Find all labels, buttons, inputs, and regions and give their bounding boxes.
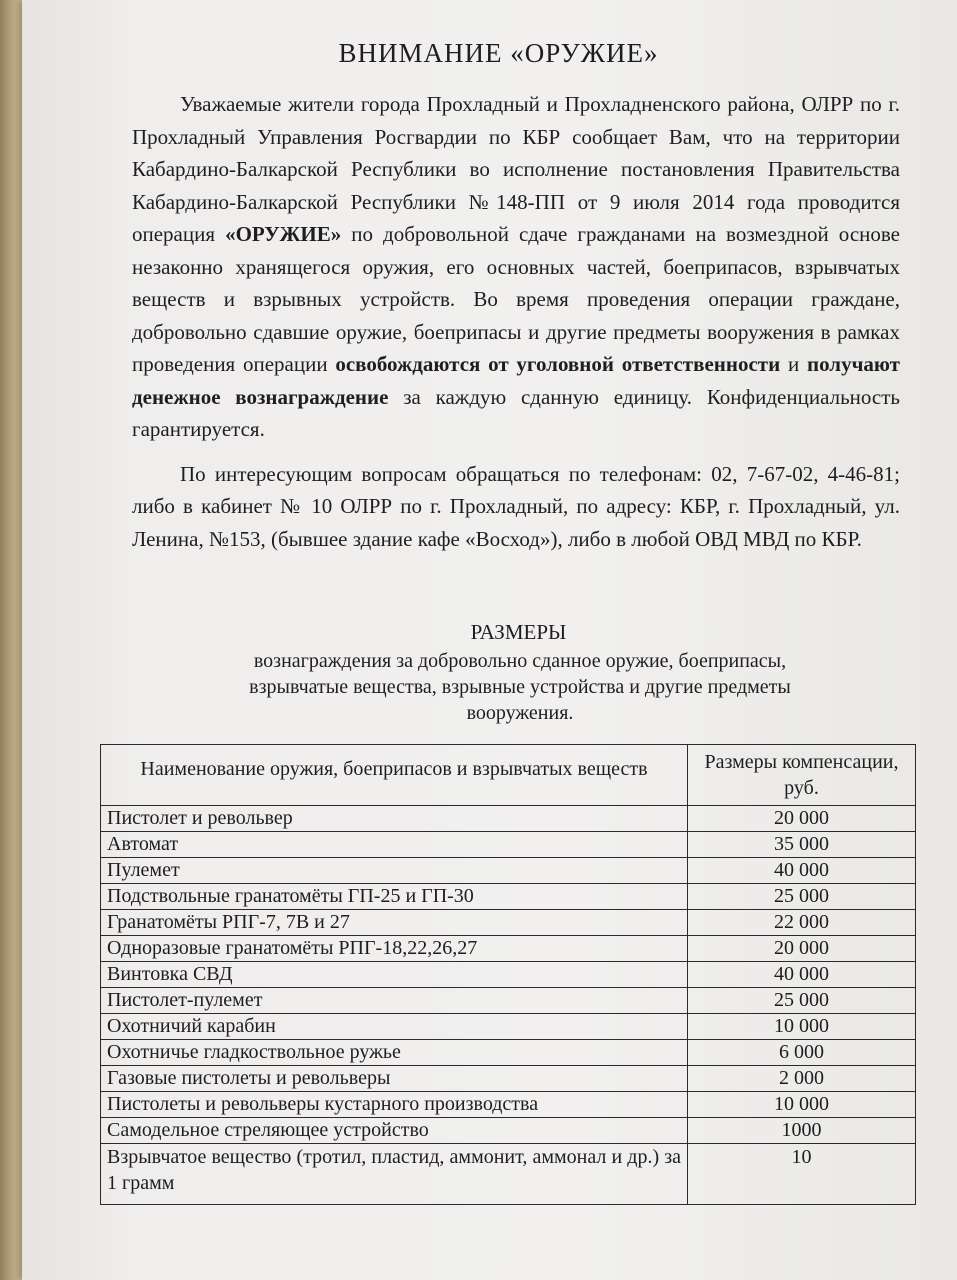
table-row [101,936,916,962]
table-row [101,832,916,858]
row-value: 10 [688,1144,916,1205]
table-row [101,1144,916,1205]
row-name: Охотничье гладкоствольное ружье [101,1040,688,1066]
row-name: Пистолет-пулемет [101,988,688,1014]
operation-name: «ОРУЖИЕ» [225,222,342,246]
table-row [101,910,916,936]
table-row [101,1040,916,1066]
row-value: 6 000 [688,1040,916,1066]
table-row [101,858,916,884]
row-value: 25 000 [688,988,916,1014]
row-value: 40 000 [688,962,916,988]
table-row [101,1066,916,1092]
row-name: Взрывчатое вещество (тротил, пластид, аммонит, аммонал и др.) за 1 грамм [101,1144,688,1205]
liability-exemption: освобождаются от уголовной ответственности [335,352,781,376]
table-row [101,1092,916,1118]
row-name: Подствольные гранатомёты ГП-25 и ГП-30 [101,884,688,910]
table-row [101,1118,916,1144]
row-value: 10 000 [688,1014,916,1040]
table-row [101,884,916,910]
row-name: Пистолет и револьвер [101,806,688,832]
paragraph-contacts: По интересующим вопросам обращаться по телефонам: 02, 7-67-02, 4-46-81; либо в кабинет № 10 ОЛРР по г. Прохладный, по адресу: КБР, г. Прохладный, ул. Ленина, №153, (бывшее здание кафе «Восход»), либо в любой ОВД МВД по КБР. [132,461,900,551]
row-name: Пулемет [101,858,688,884]
row-name: Охотничий карабин [101,1014,688,1040]
row-value: 35 000 [688,832,916,858]
monetary-reward: получают денежное вознаграждение [132,352,901,409]
sizes-subtitle: вознаграждения за добровольно сданное оружие, боеприпасы, взрывчатые вещества, взрывные устройства и другие предметы вооружения. [249,650,791,724]
row-name: Пистолеты и револьверы кустарного производства [101,1092,688,1118]
row-value: 2 000 [688,1066,916,1092]
row-name: Винтовка СВД [101,962,688,988]
row-value: 1000 [688,1118,916,1144]
document-body [132,88,900,555]
row-name: Самодельное стреляющее устройство [101,1118,688,1144]
table-header-row [101,745,916,806]
header-weapon-name: Наименование оружия, боеприпасов и взрывчатых веществ [101,745,688,806]
table-row [101,962,916,988]
table-row [101,1014,916,1040]
row-value: 40 000 [688,858,916,884]
row-value: 20 000 [688,806,916,832]
row-value: 22 000 [688,910,916,936]
row-name: Гранатомёты РПГ-7, 7В и 27 [101,910,688,936]
row-name: Газовые пистолеты и револьверы [101,1066,688,1092]
document-title: ВНИМАНИЕ «ОРУЖИЕ» [338,38,659,68]
row-name: Одноразовые гранатомёты РПГ-18,22,26,27 [101,936,688,962]
row-value: 20 000 [688,936,916,962]
row-name: Автомат [101,832,688,858]
table-row [101,806,916,832]
table-row [101,988,916,1014]
row-value: 10 000 [688,1092,916,1118]
background-edge [0,0,22,1280]
paragraph-announcement: Уважаемые жители города Прохладный и Прохладненского района, ОЛРР по г. Прохладный Управления Росгвардии по КБР сообщает Вам, что на территории Кабардино-Балкарской Республики во исполнение постановления Правительства Кабардино-Балкарской Республики №148-ПП от 9 июля 2014 года проводится операция «ОРУЖИЕ» по добровольной сдаче гражданами на возмездной основе незаконно хранящегося оружия, его основных частей, боеприпасов, взрывчатых веществ и взрывных устройств. Во время проведения операции граждане, добровольно сдавшие оружие, боеприпасы и другие предметы вооружения в рамках проведения операции освобождаются от уголовной ответственности и получают денежное вознаграждение за каждую сданную единицу. Конфиденциальность гарантируется. [132,92,901,441]
sizes-heading: РАЗМЕРЫ [470,620,567,644]
row-value: 25 000 [688,884,916,910]
header-compensation: Размеры компенсации, руб. [688,745,916,806]
compensation-table [100,744,916,1205]
